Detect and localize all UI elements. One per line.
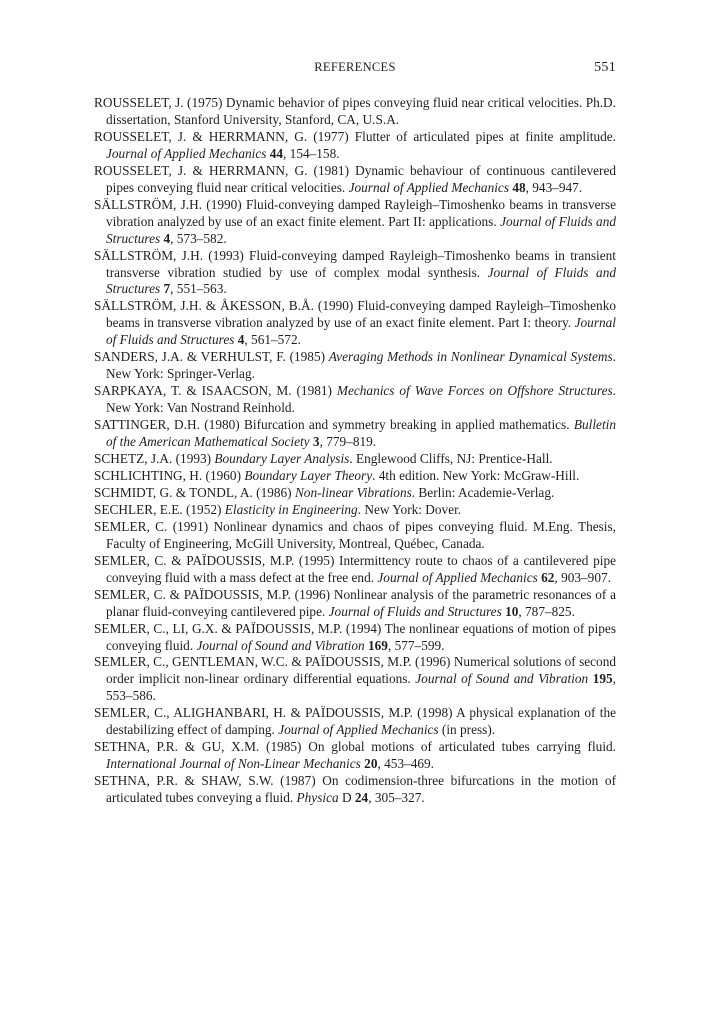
reference-pages: . New York: Dover.: [357, 501, 462, 517]
reference-pages: , 551–563.: [170, 281, 227, 297]
reference-volume: 4: [163, 230, 171, 246]
reference-entry: [94, 417, 616, 451]
reference-pages: . Berlin: Academie-Verlag.: [411, 484, 555, 500]
reference-text: SATTINGER, D.H. (1980) Bifurcation and symmetry breaking in applied mathematics.: [94, 417, 574, 433]
reference-journal: Journal of Fluids and Structures: [328, 603, 502, 619]
reference-volume: 4: [237, 332, 245, 348]
reference-pages: . New York: Springer-Verlag.: [106, 349, 616, 382]
reference-volume: 24: [354, 790, 369, 806]
reference-journal: Bulletin of the American Mathematical Society: [106, 417, 616, 450]
reference-entry: [94, 383, 616, 417]
reference-text: SEMLER, C. (1991) Nonlinear dynamics and chaos of pipes conveying fluid. M.Eng. Thesis, Faculty of Engineering, McGill University, Montreal, Québec, Canada.: [94, 518, 616, 551]
reference-entry: [94, 773, 616, 807]
reference-journal: International Journal of Non-Linear Mechanics: [106, 756, 361, 772]
reference-text: SÄLLSTRÖM, J.H. (1990) Fluid-conveying damped Rayleigh–Timoshenko beams in transverse vibration analyzed by use of an exact finite element. Part II: applications.: [94, 196, 616, 229]
reference-text: SÄLLSTRÖM, J.H. (1993) Fluid-conveying damped Rayleigh–Timoshenko beams in transient transverse vibration studied by use of complex modal synthesis.: [94, 247, 616, 280]
reference-entry: [94, 654, 616, 705]
reference-journal: Physica: [296, 790, 339, 806]
reference-journal: Mechanics of Wave Forces on Offshore Structures: [336, 383, 613, 399]
reference-journal: Journal of Fluids and Structures: [106, 315, 616, 348]
reference-volume: 3: [312, 434, 320, 450]
reference-pages: , 577–599.: [387, 637, 445, 653]
running-head: REFERENCES: [314, 60, 396, 74]
page-header: [94, 60, 616, 78]
reference-pages: , 943–947.: [525, 179, 583, 195]
reference-text: SEMLER, C., LI, G.X. & PAÏDOUSSIS, M.P. (1994) The nonlinear equations of motion of pipes conveying fluid.: [94, 620, 616, 653]
reference-entry: [94, 451, 616, 468]
reference-entry: [94, 349, 616, 383]
reference-pages: , 453–469.: [377, 756, 434, 772]
reference-pages: , 561–572.: [244, 332, 301, 348]
reference-pages: , 573–582.: [170, 230, 227, 246]
reference-entry: [94, 587, 616, 621]
reference-text: SCHLICHTING, H. (1960): [94, 467, 245, 483]
reference-journal: Averaging Methods in Nonlinear Dynamical Systems: [328, 349, 613, 365]
reference-entry: [94, 95, 616, 129]
reference-text: SETHNA, P.R. & SHAW, S.W. (1987) On codimension-three bifurcations in the motion of articulated tubes conveying a fluid.: [94, 773, 616, 806]
reference-entry: [94, 248, 616, 299]
reference-text: SCHMIDT, G. & TONDL, A. (1986): [94, 484, 295, 500]
reference-text: SEMLER, C. & PAÏDOUSSIS, M.P. (1996) Nonlinear analysis of the parametric resonances of a planar fluid-conveying cantilevered pipe.: [94, 586, 616, 619]
reference-volume: 195: [592, 671, 613, 687]
reference-list: [94, 95, 616, 807]
reference-text: SANDERS, J.A. & VERHULST, F. (1985): [94, 349, 329, 365]
reference-pages: , 787–825.: [518, 603, 575, 619]
reference-journal: Journal of Applied Mechanics: [278, 722, 439, 738]
reference-entry: [94, 468, 616, 485]
reference-volume: 62: [541, 569, 555, 585]
reference-text: SEMLER, C. & PAÏDOUSSIS, M.P. (1995) Intermittency route to chaos of a cantilevered pipe conveying fluid with a mass defect at the free end.: [94, 552, 616, 585]
reference-volume: 7: [163, 281, 171, 297]
reference-text: SEMLER, C., ALIGHANBARI, H. & PAÏDOUSSIS, M.P. (1998) A physical explanation of the destabilizing effect of damping.: [94, 705, 616, 738]
reference-entry: [94, 298, 616, 349]
reference-volume: 48: [512, 179, 526, 195]
reference-text: ROUSSELET, J. (1975) Dynamic behavior of pipes conveying fluid near critical velocities. Ph.D. dissertation, Stanford University, Stanford, CA, U.S.A.: [94, 95, 616, 127]
reference-volume: 169: [368, 637, 388, 653]
reference-journal: Boundary Layer Theory: [244, 467, 373, 483]
reference-pages: , 154–158.: [283, 145, 340, 161]
reference-text: ROUSSELET, J. & HERRMANN, G. (1981) Dynamic behaviour of continuous cantilevered pipes conveying fluid near critical velocities.: [94, 162, 616, 195]
reference-pages: , 779–819.: [319, 434, 377, 450]
reference-entry: [94, 519, 616, 553]
reference-entry: [94, 705, 616, 739]
reference-entry: [94, 621, 616, 655]
reference-entry: [94, 553, 616, 587]
reference-pages: (in press).: [438, 722, 496, 738]
reference-entry: [94, 739, 616, 773]
reference-journal: Elasticity in Engineering: [224, 501, 358, 517]
reference-text: SEMLER, C., GENTLEMAN, W.C. & PAÏDOUSSIS, M.P. (1996) Numerical solutions of second order implicit non-linear ordinary differential equations.: [94, 654, 616, 687]
reference-text: SARPKAYA, T. & ISAACSON, M. (1981): [94, 383, 337, 399]
reference-pages: , 305–327.: [368, 790, 425, 806]
reference-journal: Journal of Applied Mechanics: [348, 179, 509, 195]
reference-text: SETHNA, P.R. & GU, X.M. (1985) On global motions of articulated tubes carrying fluid.: [94, 739, 616, 755]
reference-text: SÄLLSTRÖM, J.H. & ÅKESSON, B.Å. (1990) Fluid-conveying damped Rayleigh–Timoshenko beams in transverse vibration analyzed by use of an exact finite element. Part I: theory.: [94, 298, 616, 331]
reference-entry: [94, 485, 616, 502]
reference-volume: 10: [505, 603, 519, 619]
reference-journal: Journal of Sound and Vibration: [196, 637, 365, 653]
reference-text: ROUSSELET, J. & HERRMANN, G. (1977) Flutter of articulated pipes at finite amplitude.: [94, 128, 616, 144]
reference-journal: Journal of Applied Mechanics: [377, 569, 538, 585]
reference-entry: [94, 129, 616, 163]
reference-volume: 44: [269, 145, 284, 161]
reference-text: SECHLER, E.E. (1952): [94, 501, 225, 517]
reference-pages: , 553–586.: [106, 671, 616, 704]
reference-pages: . 4th edition. New York: McGraw-Hill.: [372, 467, 580, 483]
reference-journal: Journal of Applied Mechanics: [106, 145, 267, 161]
reference-journal: Journal of Sound and Vibration: [415, 671, 589, 687]
reference-journal: Journal of Fluids and Structures: [106, 213, 617, 246]
reference-journal-suffix: D: [338, 790, 355, 806]
reference-pages: , 903–907.: [554, 569, 611, 585]
reference-entry: [94, 197, 616, 248]
reference-journal: Boundary Layer Analysis: [214, 451, 350, 467]
reference-pages: . New York: Van Nostrand Reinhold.: [106, 383, 616, 416]
reference-pages: . Englewood Cliffs, NJ: Prentice-Hall.: [349, 451, 553, 467]
page-number: 551: [594, 60, 616, 75]
reference-journal: Non-linear Vibrations: [294, 484, 412, 500]
reference-text: SCHETZ, J.A. (1993): [94, 451, 215, 467]
reference-volume: 20: [364, 756, 378, 772]
reference-entry: [94, 163, 616, 197]
reference-entry: [94, 502, 616, 519]
reference-journal: Journal of Fluids and Structures: [106, 264, 616, 297]
